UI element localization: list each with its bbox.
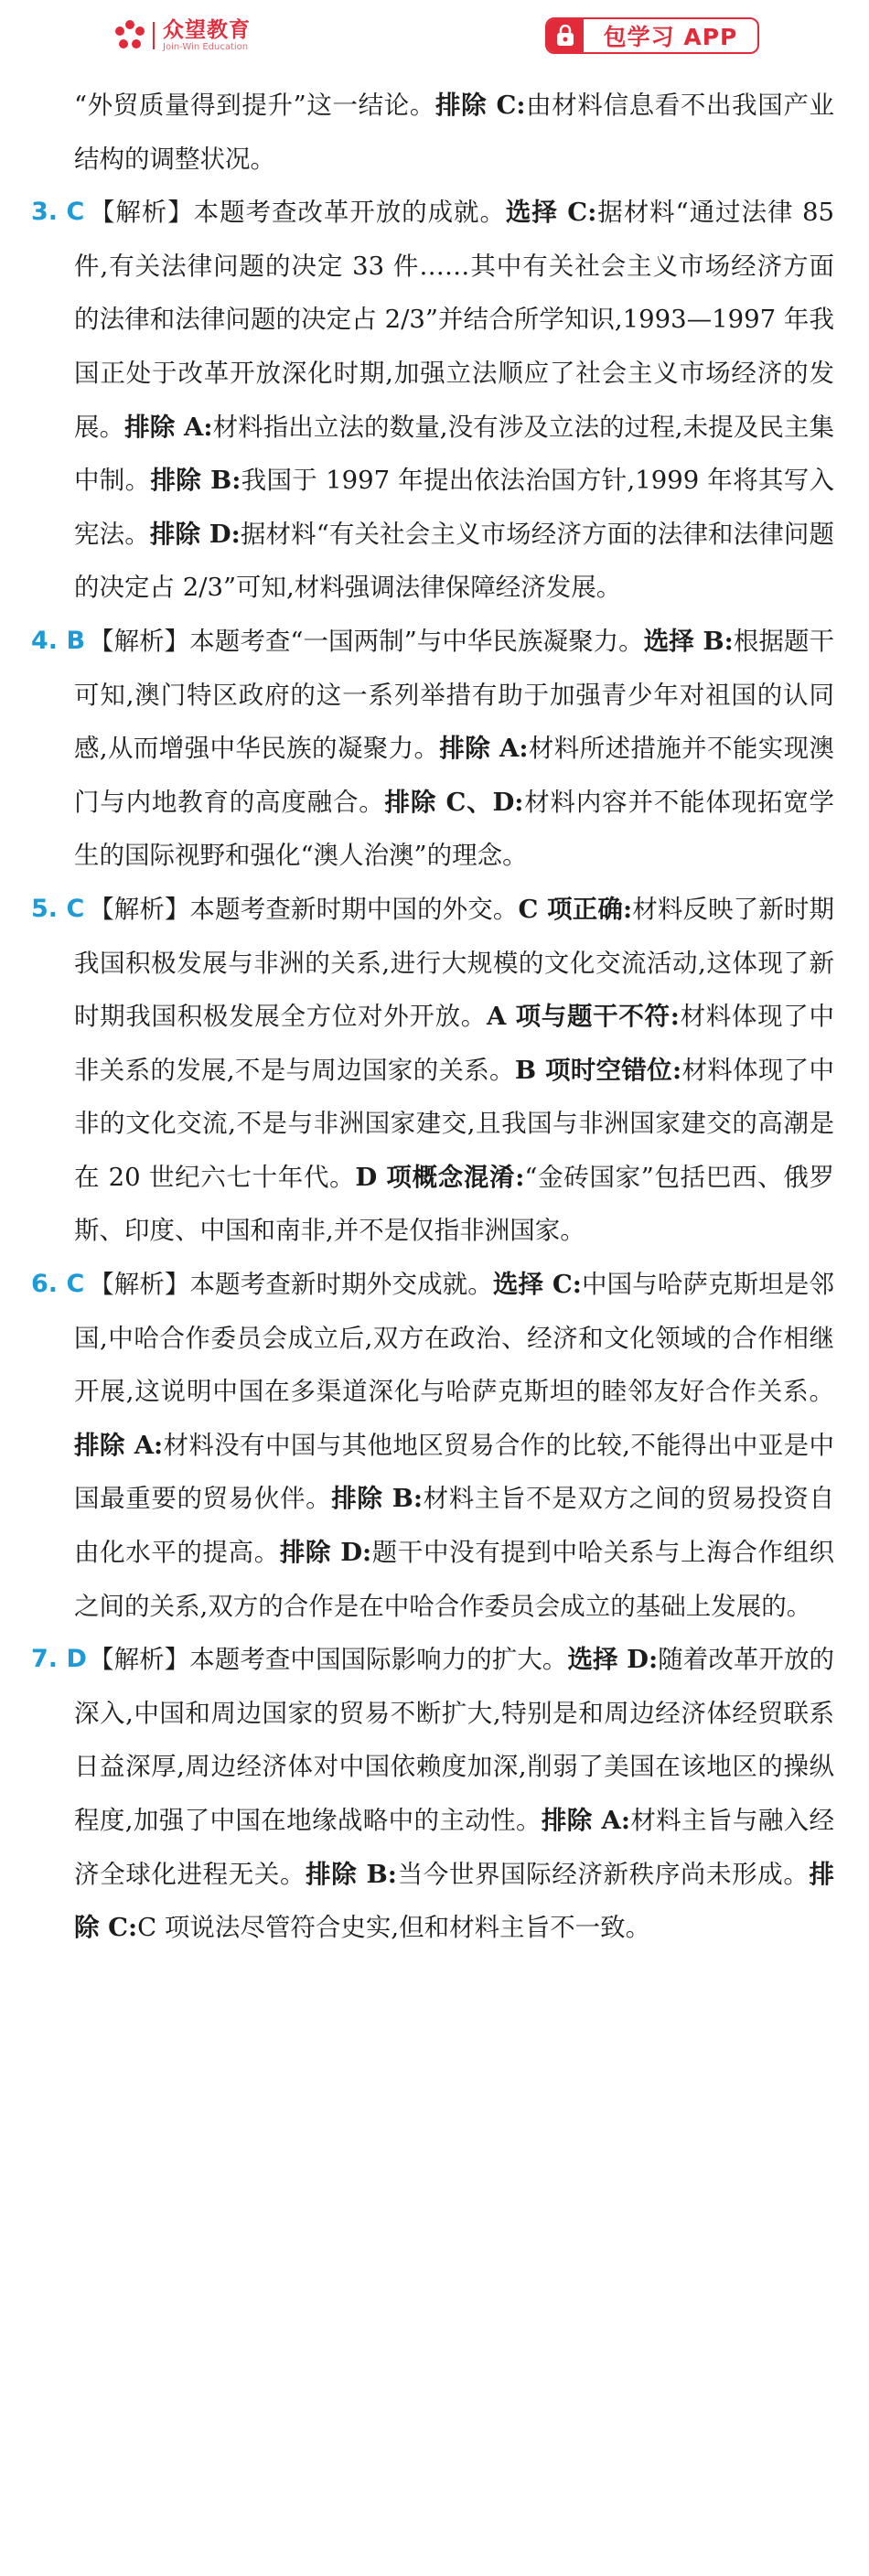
analysis-text: 材料反映了新时期我国积极发展与非洲的关系,进行大规模的文化交流活动,这体现了新时期我国积极发展全方位对外开放。 <box>74 894 834 1032</box>
option-label: 排除 A: <box>541 1806 631 1835</box>
analysis-text: 中国与哈萨克斯坦是邻国,中哈合作委员会成立后,双方在政治、经济和文化领域的合作相继开展,这说明中国在多渠道深化与哈萨克斯坦的睦邻友好合作关系。 <box>74 1270 834 1407</box>
analysis-text: 【解析】本题考查新时期中国的外交。 <box>89 894 519 924</box>
analysis-text: 材料主旨不是双方之间的贸易投资自由化水平的提高。 <box>74 1484 835 1568</box>
intro-paragraph <box>31 79 834 186</box>
analysis-text: 当今世界国际经济新秩序尚未形成。 <box>396 1859 810 1889</box>
analysis-text: 我国于 1997 年提出依法治国方针,1999 年将其写入宪法。 <box>74 466 835 549</box>
brand-english-name: Join-Win Education <box>163 42 249 52</box>
app-lock-icon <box>547 19 584 52</box>
analysis-text: 材料体现了中非关系的发展,不是与周边国家的关系。 <box>74 1002 834 1085</box>
analysis-text: 随着改革开放的深入,中国和周边国家的贸易不断扩大,特别是和周边经济体经贸联系日益深厚,周边经济体对中国依赖度加深,削弱了美国在该地区的操纵程度,加强了中国在地缘战略中的主动性。 <box>74 1645 835 1835</box>
analysis-text: 题干中没有提到中哈关系与上海合作组织之间的关系,双方的合作是在中哈合作委员会成立的基础上发展的。 <box>74 1538 835 1621</box>
option-label: 排除 B: <box>150 466 241 496</box>
option-label: 排除 C、D: <box>384 787 524 817</box>
analysis-text: 材料内容并不能体现拓宽学生的国际视野和强化“澳人治澳”的理念。 <box>74 787 834 871</box>
option-label: 排除 A: <box>74 1430 164 1460</box>
question-number: 6. C <box>31 1270 85 1299</box>
analysis-text: “金砖国家”包括巴西、俄罗斯、印度、中国和南非,并不是仅指非洲国家。 <box>74 1162 834 1246</box>
option-label: 排除 B: <box>306 1859 397 1889</box>
option-label: 选择 C: <box>492 1270 582 1300</box>
intro-text: 由材料信息看不出我国产业结构的调整状况。 <box>74 91 834 174</box>
question-number: 5. C <box>31 894 85 923</box>
analysis-text: 【解析】本题考查改革开放的成就。 <box>89 198 506 228</box>
analysis-text: C 项说法尽管符合史实,但和材料主旨不一致。 <box>137 1913 651 1943</box>
question-number: 3. C <box>31 198 85 227</box>
analysis-text: 根据题干可知,澳门特区政府的这一系列举措有助于加强青少年对祖国的认同感,从而增强中华民族的凝聚力。 <box>74 626 835 764</box>
intro-text: “外贸质量得到提升”这一结论。 <box>74 91 435 120</box>
answer-item-7 <box>31 1633 834 1955</box>
app-badge <box>545 17 759 54</box>
answer-item-3 <box>31 186 834 615</box>
analysis-text: 材料体现了中非的文化交流,不是与非洲国家建交,且我国与非洲国家建交的高潮是在 20 世纪六七十年代。 <box>74 1055 834 1192</box>
brand-logo-group <box>113 18 251 53</box>
option-label: 排除 D: <box>279 1538 372 1568</box>
option-label: 选择 C: <box>505 198 597 228</box>
brand-name: 众望教育 <box>163 18 251 42</box>
option-label: D 项概念混淆: <box>355 1162 525 1192</box>
answer-item-4 <box>31 615 834 883</box>
option-label: 排除 A: <box>124 412 213 442</box>
option-label: 选择 D: <box>567 1645 659 1675</box>
option-label: B 项时空错位: <box>514 1055 682 1085</box>
option-label: 排除 B: <box>331 1484 424 1514</box>
flower-logo-icon <box>113 19 146 52</box>
question-number: 4. B <box>31 626 86 655</box>
page-header <box>0 0 869 66</box>
analysis-text: 据材料“有关社会主义市场经济方面的法律和法律问题的决定占 2/3”可知,材料强调法律保障经济发展。 <box>74 519 835 603</box>
answer-item-6 <box>31 1258 834 1633</box>
analysis-text: 【解析】本题考查“一国两制”与中华民族凝聚力。 <box>89 626 644 656</box>
answer-explanations <box>31 79 834 1955</box>
option-label: 选择 B: <box>643 626 734 656</box>
option-label: 排除 A: <box>439 734 529 764</box>
analysis-text: 据材料“通过法律 85 件,有关法律问题的决定 33 件……其中有关社会主义市场经济方面的法律和法律问题的决定占 2/3”并结合所学知识,1993—1997 年我国正处于改革开放深化时期,加强立法顺应了社会主义市场经济的发展。 <box>74 198 834 442</box>
option-label: 排除 C: <box>435 91 526 120</box>
app-name: 包学习 APP <box>603 24 738 50</box>
analysis-text: 材料所述措施并不能实现澳门与内地教育的高度融合。 <box>74 734 835 817</box>
question-number: 7. D <box>31 1645 87 1674</box>
analysis-text: 材料没有中国与其他地区贸易合作的比较,不能得出中亚是中国最重要的贸易伙伴。 <box>74 1430 834 1514</box>
analysis-text: 材料主旨与融入经济全球化进程无关。 <box>74 1806 834 1889</box>
brand-divider <box>153 22 155 49</box>
option-label: A 项与题干不符: <box>487 1002 680 1032</box>
answer-item-5 <box>31 883 834 1258</box>
option-label: C 项正确: <box>518 894 633 924</box>
analysis-text: 材料指出立法的数量,没有涉及立法的过程,未提及民主集中制。 <box>74 412 835 496</box>
analysis-text: 【解析】本题考查中国国际影响力的扩大。 <box>89 1645 568 1675</box>
analysis-text: 【解析】本题考查新时期外交成就。 <box>89 1270 493 1300</box>
option-label: 排除 C: <box>74 1859 835 1943</box>
option-label: 排除 D: <box>149 519 241 549</box>
